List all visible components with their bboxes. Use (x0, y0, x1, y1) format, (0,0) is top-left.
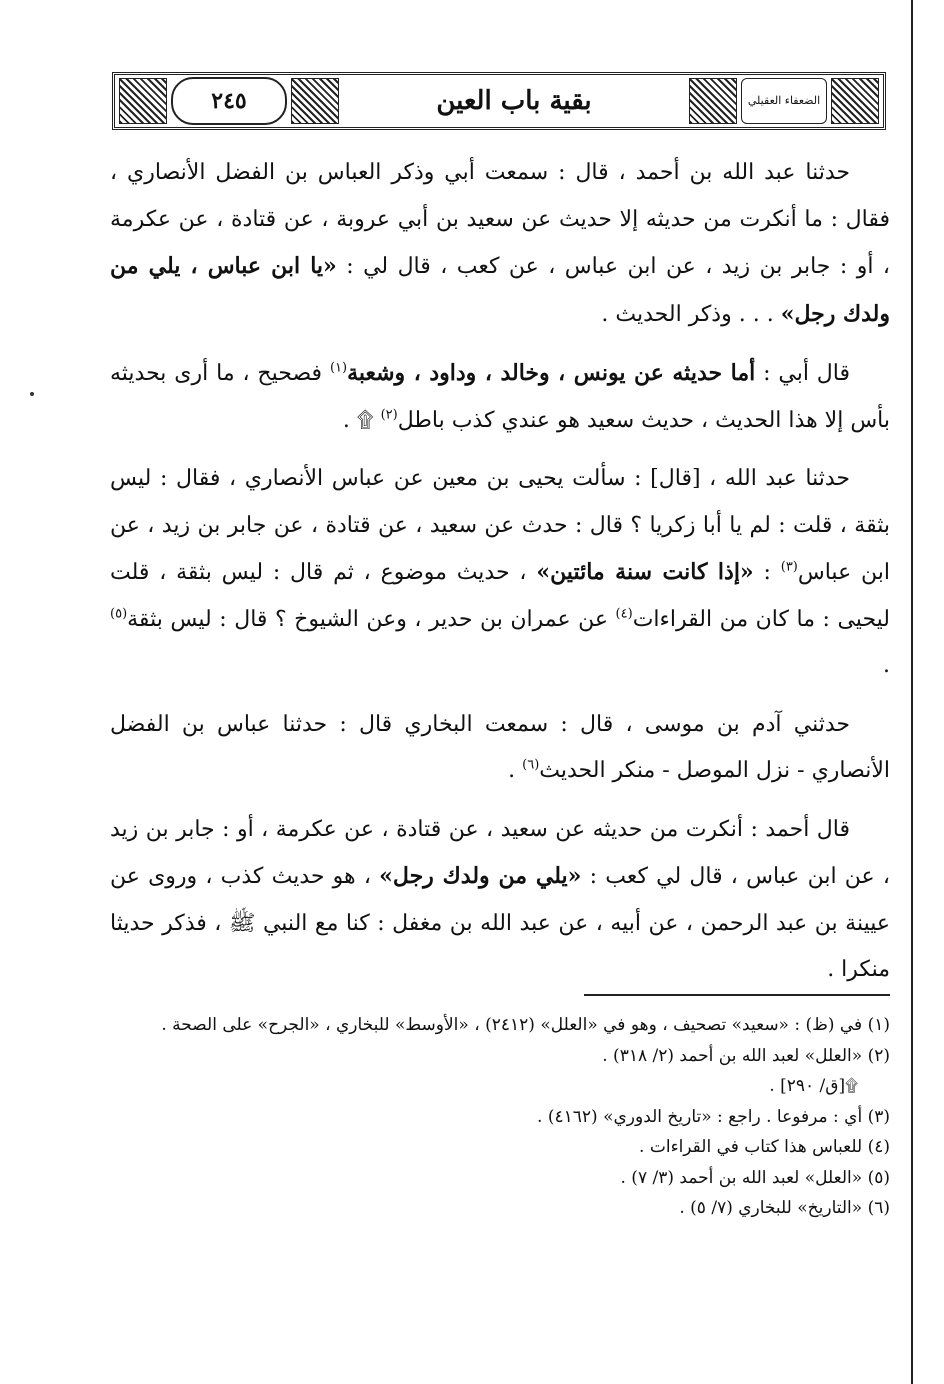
footnote-page-marker: ۩[ق/ ٢٩٠] . (769, 1076, 858, 1096)
footnote-4: (٤) للعباس هذا كتاب في القراءات . (639, 1137, 890, 1157)
paragraph-5 (110, 807, 890, 994)
book-logo: الضعفاء العقيلي (741, 78, 827, 124)
p1-quote: «يا ابن عباس ، يلي من ولدك رجل» (110, 253, 890, 327)
footnote-ref-1: (١) (329, 360, 348, 376)
footnote-ref-4: (٤) (615, 606, 633, 622)
p5-quote: «يلي من ولدك رجل» (379, 863, 582, 889)
footnote-ref-3: (٣) (780, 559, 798, 575)
footnotes (110, 1010, 890, 1224)
p2-text-b: فصحيح ، ما أرى بحديثه بأس إلا هذا الحديث ، حديث سعيد هو عندي كذب باطل (110, 361, 890, 433)
paragraph-2 (110, 350, 890, 444)
footnote-separator (584, 994, 890, 996)
p3-text-a: حدثنا عبد الله ، [قال] : سألت يحيى بن معين عن عباس الأنصاري ، فقال : ليس بثقة ، قلت : لم يا أبا زكريا ؟ قال : حدث عن سعيد ، عن قتادة ، عن جابر بن زيد ، عن ابن عباس (110, 466, 890, 585)
footnote-5: (٥) «العلل» لعبد الله بن أحمد (٣/ ٧) . (620, 1167, 890, 1188)
p4-text-a: حدثني آدم بن موسى ، قال : سمعت البخاري قال : حدثنا عباس بن الفضل الأنصاري - نزل الموصل - منكر الحديث (110, 711, 890, 783)
p4-text-b: . (508, 758, 523, 783)
header-ornament-mid-right (689, 78, 737, 124)
page-header (112, 72, 886, 130)
p2-bold: أما حديثه عن يونس ، وخالد ، وداود ، وشعبة (347, 360, 756, 386)
paragraph-1 (110, 150, 890, 338)
main-text (110, 150, 890, 1006)
footnote-ref-2: (٢) (380, 407, 398, 423)
p3-text-c: ، حديث موضوع ، ثم قال : ليس بثقة ، قلت ليحيى : ما كان من القراءات (110, 560, 890, 632)
p2-text-a: قال أبي : (755, 361, 851, 386)
chapter-title: بقية باب العين (436, 86, 592, 116)
scan-speck (30, 392, 34, 396)
p1-text-b: . . . وذكر الحديث . (601, 301, 781, 327)
footnote-2: (٢) «العلل» لعبد الله بن أحمد (٢/ ٣١٨) . (602, 1045, 890, 1066)
p3-quote: «إذا كانت سنة مائتين» (536, 559, 754, 585)
p3-text-e: . (883, 653, 890, 678)
p1-text-a: حدثنا عبد الله بن أحمد ، قال : سمعت أبي وذكر العباس بن الفضل الأنصاري ، فقال : ما أنكرت من حديثه إلا حديث عن سعيد بن أبي عروبة ، عن قتادة ، عن عكرمة ، أو : جابر بن زيد ، عن ابن عباس ، عن كعب ، قال لي : (110, 160, 890, 279)
p5-text-b: ، هو حديث كذب ، وروى عن عيينة بن عبد الرحمن ، عن أبيه ، عن عبد الله بن مغفل : كنا مع النبي ﷺ ، فذكر حديثا منكرا . (110, 864, 890, 982)
paragraph-3 (110, 456, 890, 690)
footnote-ref-5: (٥) (110, 606, 128, 622)
page-edge-line (911, 0, 913, 1384)
paragraph-4 (110, 702, 890, 795)
p2-text-c: ۩ . (342, 407, 381, 433)
footnote-6: (٦) «التاريخ» للبخاري (٧/ ٥) . (679, 1198, 890, 1218)
header-ornament-left (119, 78, 167, 124)
header-ornament-right (831, 78, 879, 124)
footnote-1: (١) في (ظ) : «سعيد» تصحيف ، وهو في «العلل» (٢٤١٢) ، «الأوسط» للبخاري ، «الجرح» على الصحة . (161, 1015, 890, 1035)
page-number: ٢٤٥ (171, 77, 287, 125)
p3-text-b: : (753, 560, 781, 585)
p3-text-d: عن عمران بن حدير ، وعن الشيوخ ؟ قال : ليس بثقة (127, 606, 616, 632)
p5-text-a: قال أحمد : أنكرت من حديثه عن سعيد ، عن قتادة ، عن عكرمة ، أو : جابر بن زيد ، عن ابن عباس ، قال لي كعب : (110, 816, 890, 889)
header-ornament-mid-left (291, 78, 339, 124)
footnote-3: (٣) أي : مرفوعا . راجع : «تاريخ الدوري» (٤١٦٢) . (537, 1106, 890, 1127)
footnote-ref-6: (٦) (522, 757, 540, 773)
